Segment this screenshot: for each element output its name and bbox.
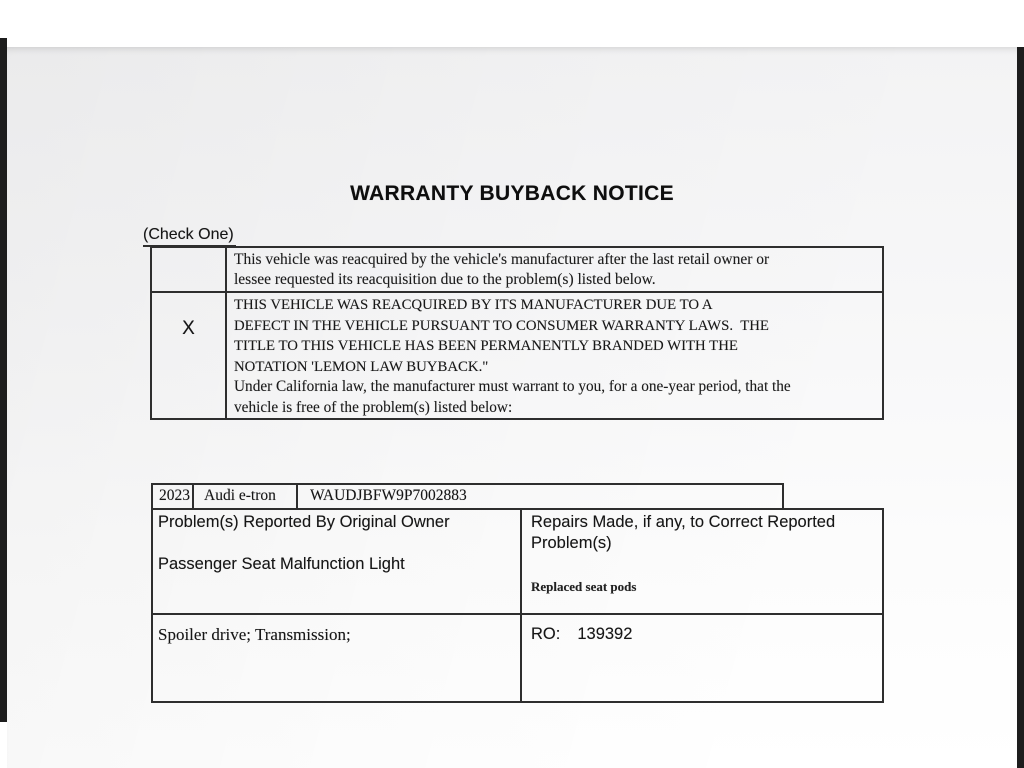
repairs-cell xyxy=(522,510,882,615)
check-one-label: (Check One) xyxy=(143,226,236,247)
checkbox-cell-option1 xyxy=(152,248,227,293)
repairs-header: Repairs Made, if any, to Correct Reported Problem(s) xyxy=(531,513,836,552)
scanner-edge-right xyxy=(1017,47,1024,768)
california-law-line2: vehicle is free of the problem(s) listed below: xyxy=(234,398,513,416)
option2-caps-line1: THIS VEHICLE WAS REACQUIRED BY ITS MANUFACTURER DUE TO A xyxy=(234,297,713,313)
option2-caps-line3: TITLE TO THIS VEHICLE HAS BEEN PERMANENTLY BRANDED WITH THE xyxy=(234,338,738,354)
repair-item-1: Replaced seat pods xyxy=(531,579,637,594)
problem-item-2: Spoiler drive; Transmission; xyxy=(158,625,351,644)
document-scan xyxy=(7,47,1017,768)
page-title: WARRANTY BUYBACK NOTICE xyxy=(350,182,674,205)
repair-order-cell xyxy=(522,615,882,701)
ro-label: RO: xyxy=(531,625,561,643)
ro-number: 139392 xyxy=(577,625,633,643)
option2-text-cell xyxy=(227,293,882,418)
vehicle-year: 2023 xyxy=(153,485,194,508)
problem-item-1: Passenger Seat Malfunction Light xyxy=(158,555,405,573)
option1-line2: lessee requested its reacquisition due to the problem(s) listed below. xyxy=(234,271,656,288)
option2-caps-line4: NOTATION 'LEMON LAW BUYBACK." xyxy=(234,358,489,375)
problems-header: Problem(s) Reported By Original Owner xyxy=(158,513,450,531)
problems-repairs-table xyxy=(151,508,884,703)
vehicle-model: Audi e-tron xyxy=(194,485,298,508)
x-mark: X xyxy=(182,318,195,339)
problem2-cell xyxy=(153,615,522,701)
scanner-edge-left xyxy=(0,38,7,722)
checkbox-cell-option2 xyxy=(152,293,227,418)
california-law-line1: Under California law, the manufacturer must warrant to you, for a one-year period, that the xyxy=(234,378,791,395)
vehicle-info-row xyxy=(151,483,784,510)
option1-text-cell xyxy=(227,248,882,293)
option1-line1: This vehicle was reacquired by the vehicle's manufacturer after the last retail owner or xyxy=(234,251,770,268)
notice-table xyxy=(150,246,884,420)
option2-caps-line2: DEFECT IN THE VEHICLE PURSUANT TO CONSUMER WARRANTY LAWS. THE xyxy=(234,317,769,334)
problems-cell xyxy=(153,510,522,615)
vehicle-vin: WAUDJBFW9P7002883 xyxy=(310,487,467,504)
